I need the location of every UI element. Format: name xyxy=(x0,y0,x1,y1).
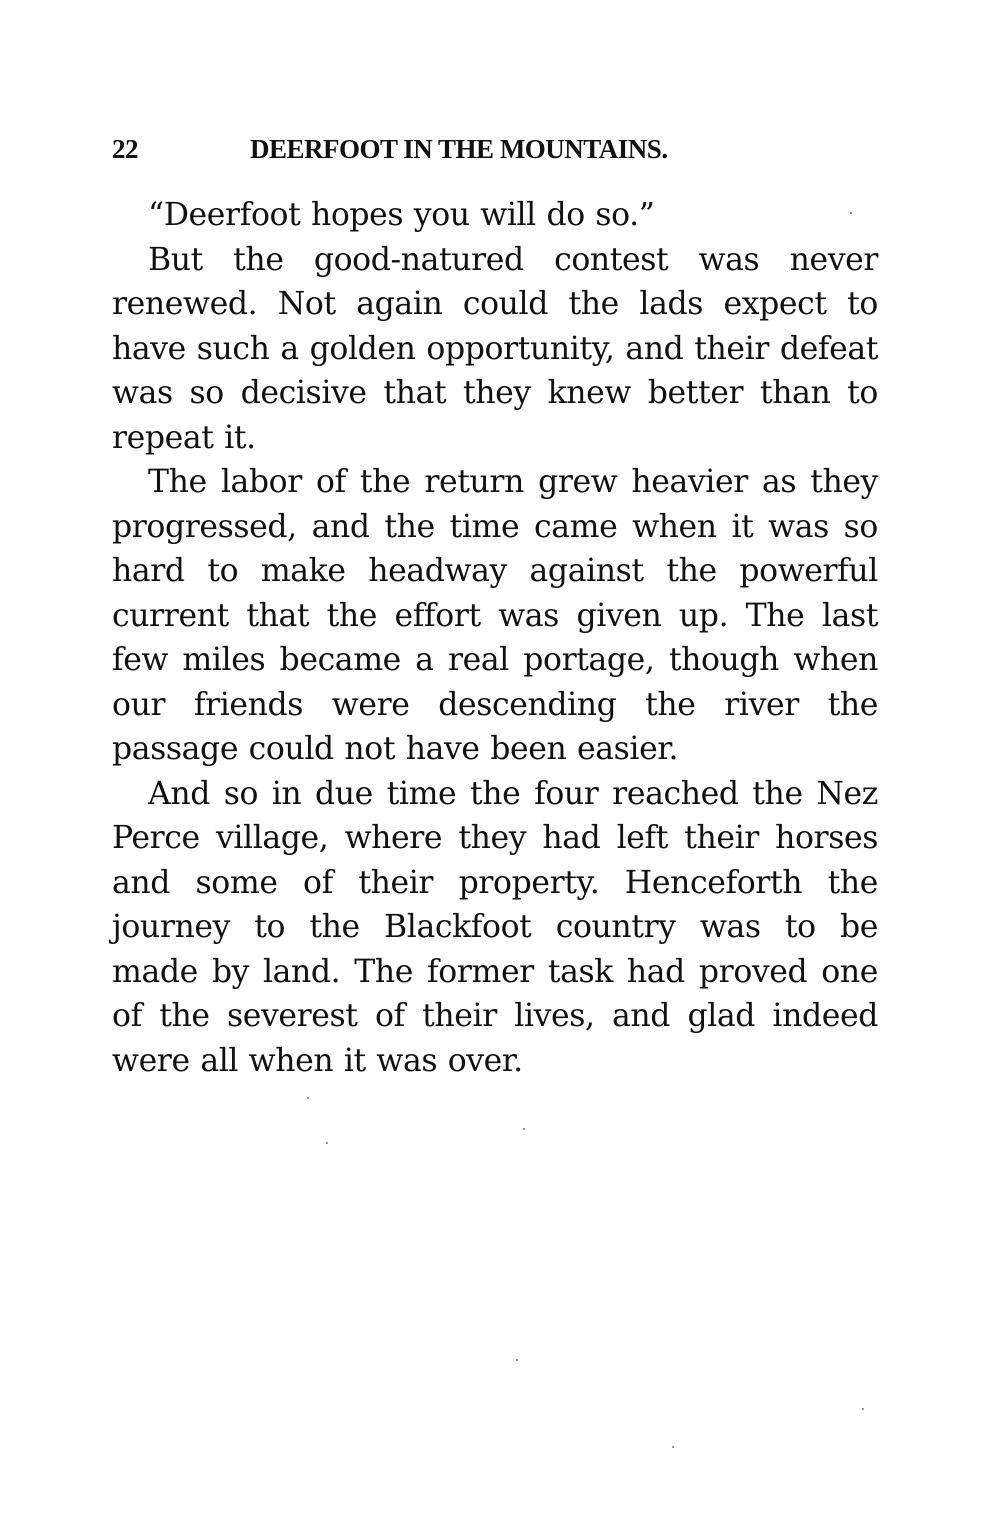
scan-speck xyxy=(672,1446,674,1448)
paragraph: But the good-natured contest was never renewed. Not again could the lads expect to have such a golden opportunity, and their defeat was so decisive that they knew better than to repeat it. xyxy=(112,241,878,456)
paragraph: And so in due time the four reached the Nez Perce village, where they had left their horses and some of their property. Henceforth the journey to the Blackfoot country was to be made by land. The former task had proved one of the severest of their lives, and glad indeed were all when it was over. xyxy=(112,775,878,1079)
scan-speck xyxy=(326,1142,328,1144)
running-head xyxy=(112,134,878,168)
paragraph: “Deerfoot hopes you will do so.” xyxy=(148,197,655,233)
body-text xyxy=(112,193,878,1083)
scan-speck xyxy=(862,1408,864,1410)
scan-speck xyxy=(850,212,852,214)
scan-speck xyxy=(516,1359,518,1361)
scan-speck xyxy=(523,1128,525,1130)
running-title: DEERFOOT IN THE MOUNTAINS. xyxy=(250,134,668,164)
page-number: 22 xyxy=(112,134,138,164)
scan-speck xyxy=(307,1097,309,1099)
paragraph: The labor of the return grew heavier as they progressed, and the time came when it was so hard to make headway against the powerful current that the effort was given up. The last few miles became a real portage, though when our friends were descending the river the passage could not have been easier. xyxy=(112,464,878,767)
